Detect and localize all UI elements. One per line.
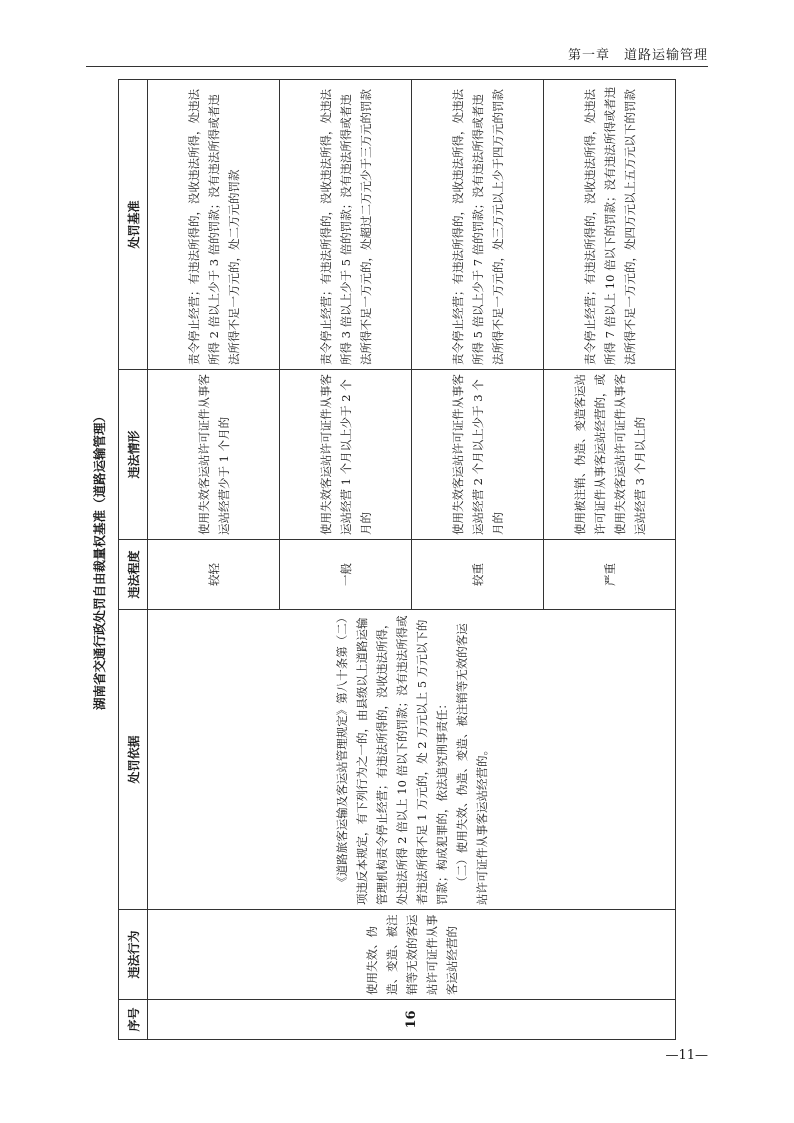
basis-paragraph-1: 《道路旅客运输及客运站管理规定》第八十条第（二）项违反本规定，有下列行为之一的，由县级以上道路运输管理机构责令停止经营；有违法所得的，没收违法所得，处违法所得 2 倍以上 10 倍以下的罚款；没有违法所得或者违法所得不足 1 万元的，处 2 万元以上 5 万元以下的罚款；构成犯罪的，依法追究刑事责任：: [334, 615, 449, 905]
standard-cell: 责令停止经营；有违法所得的，没收违法所得，处违法所得 5 倍以上少于 7 倍的罚款；没有违法所得或者违法所得不足一万元的，处三万元以上少于四万元的罚款: [412, 80, 544, 370]
basis-paragraph-2: （二）使用失效、伪造、变造、被注销等无效的客运站许可证件从事客运站经营的。: [454, 623, 489, 905]
violation-act-cell: 使用失效、伪造、变造、被注销等无效的客运站许可证件从事客运站经营的: [148, 910, 676, 1000]
running-header: 第一章 道路运输管理: [567, 48, 708, 63]
table-row: [148, 80, 280, 1040]
degree-cell: 严重: [544, 540, 676, 610]
standard-cell: 责令停止经营；有违法所得的，没收违法所得，处违法所得 3 倍以上少于 5 倍的罚款；没有违法所得或者违法所得不足一万元的，处超过二万元少于三万元的罚款: [280, 80, 412, 370]
circumstance-cell: 使用失效客运站许可证件从事客运站经营 1 个月以上少于 2 个月的: [280, 370, 412, 540]
standard-cell: 责令停止经营；有违法所得的，没收违法所得，处违法所得 7 倍以上 10 倍以下的罚款；没有违法所得或者违法所得不足一万元的，处四万元以上五万元以下的罚款: [544, 80, 676, 370]
header-seq: 序号: [119, 1000, 148, 1040]
circumstance-cell: 使用失效客运站许可证件从事客运站经营少于 1 个月的: [148, 370, 280, 540]
header-rule: [86, 66, 708, 67]
penalty-basis-cell: [148, 610, 676, 910]
page-number: —11—: [665, 1048, 708, 1063]
circumstance-cell: 使用失效客运站许可证件从事客运站经营 2 个月以上少于 3 个月的: [412, 370, 544, 540]
standard-cell: 责令停止经营；有违法所得的，没收违法所得，处违法所得 2 倍以上少于 3 倍的罚款；没有违法所得或者违法所得不足一万元的，处二万元的罚款: [148, 80, 280, 370]
header-circumstance: 违法情形: [119, 370, 148, 540]
degree-cell: 较重: [412, 540, 544, 610]
rotated-table-page: [86, 80, 706, 1040]
degree-cell: 一般: [280, 540, 412, 610]
degree-cell: 较轻: [148, 540, 280, 610]
table-header-row: [119, 80, 148, 1040]
header-standard: 处罚基准: [119, 80, 148, 370]
header-basis: 处罚依据: [119, 610, 148, 910]
header-act: 违法行为: [119, 910, 148, 1000]
seq-cell: 16: [148, 1000, 676, 1040]
table-title: 湖南省交通行政处罚自由裁量权基准（道路运输管理）: [92, 410, 107, 711]
circumstance-cell: 使用被注销、伪造、变造客运站许可证件从事客运站经营的，或使用失效客运站许可证件从事客运站经营 3 个月以上的: [544, 370, 676, 540]
penalty-standard-table: [118, 79, 676, 1040]
header-degree: 违法程度: [119, 540, 148, 610]
